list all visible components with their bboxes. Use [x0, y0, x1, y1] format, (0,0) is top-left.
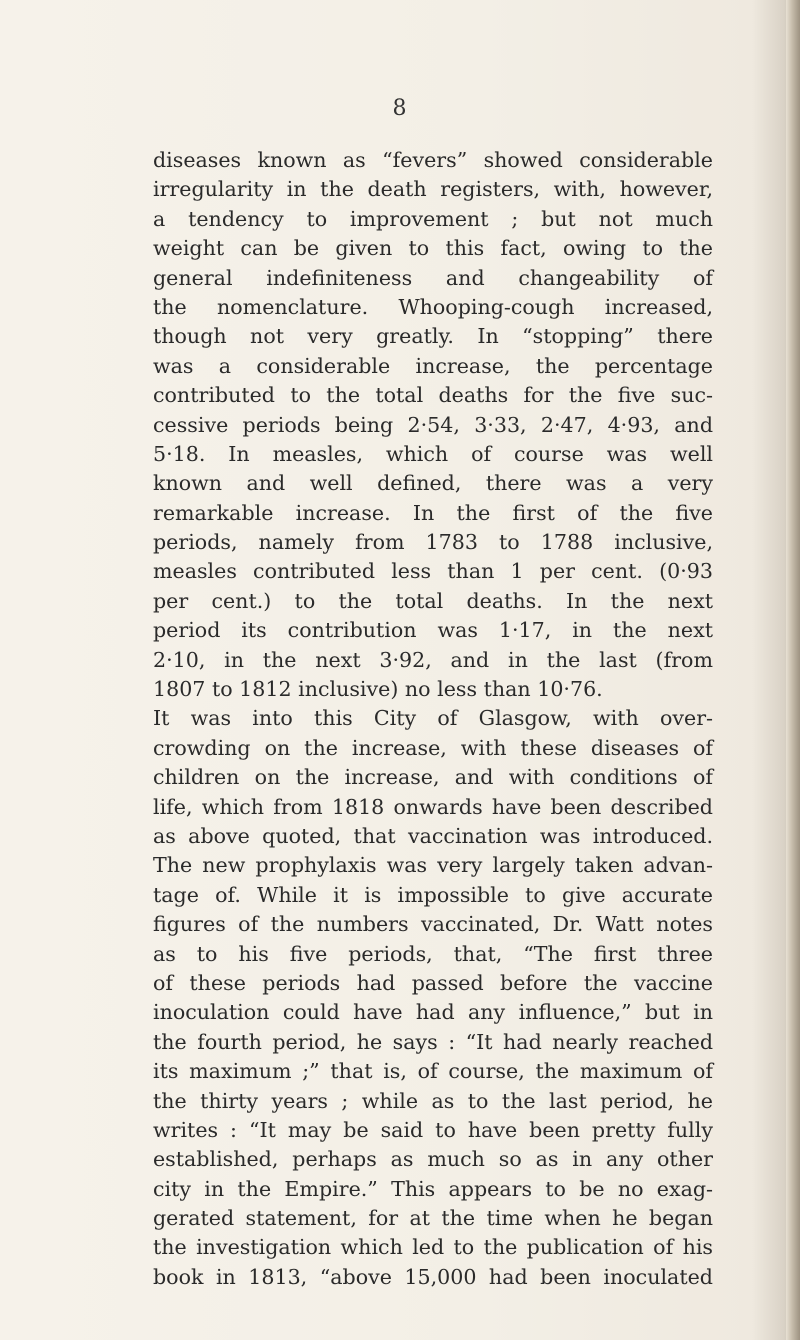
text-line: contributed to the total deaths for the five suc-	[153, 383, 713, 408]
page-number: 8	[392, 96, 408, 121]
text-line: city in the Empire.” This appears to be no exag-	[153, 1176, 713, 1201]
text-line: known and well defined, there was a very	[153, 471, 713, 496]
text-line: figures of the numbers vaccinated, Dr. Watt notes	[153, 912, 713, 937]
body-text	[153, 146, 713, 1292]
text-line: weight can be given to this fact, owing to the	[153, 236, 713, 261]
text-line: the fourth period, he says : “It had nearly reached	[153, 1029, 713, 1054]
text-line: periods, namely from 1783 to 1788 inclusive,	[153, 530, 713, 555]
text-line: as to his five periods, that, “The first three	[153, 941, 713, 966]
text-line: It was into this City of Glasgow, with over-	[153, 706, 713, 731]
text-line: though not very greatly. In “stopping” there	[153, 324, 713, 349]
text-line: 5·18. In measles, which of course was well	[153, 441, 713, 466]
text-line: irregularity in the death registers, with, however,	[153, 177, 713, 202]
text-line: measles contributed less than 1 per cent. (0·93	[153, 559, 713, 584]
text-line: general indefiniteness and changeability of	[153, 265, 713, 290]
text-line: as above quoted, that vaccination was introduced.	[153, 823, 713, 848]
text-line: diseases known as “fevers” showed considerable	[153, 148, 713, 172]
text-line: established, perhaps as much so as in any other	[153, 1147, 713, 1172]
text-line: per cent.) to the total deaths. In the next	[153, 588, 713, 613]
text-line: 1807 to 1812 inclusive) no less than 10·76.	[153, 677, 603, 702]
text-line: period its contribution was 1·17, in the next	[153, 618, 713, 643]
text-line: the nomenclature. Whooping-cough increased,	[153, 294, 713, 319]
text-line: writes : “It may be said to have been pretty fully	[153, 1117, 713, 1142]
text-line: its maximum ;” that is, of course, the maximum of	[153, 1059, 713, 1084]
text-line: cessive periods being 2·54, 3·33, 2·47, 4·93, and	[153, 412, 713, 437]
text-line: was a considerable increase, the percentage	[153, 353, 713, 378]
text-line: book in 1813, “above 15,000 had been inoculated	[153, 1264, 713, 1289]
text-line: gerated statement, for at the time when he began	[153, 1206, 713, 1231]
page-edge-shadow	[786, 0, 800, 1340]
text-line: The new prophylaxis was very largely taken advan-	[153, 853, 713, 878]
text-line: crowding on the increase, with these diseases of	[153, 735, 713, 760]
text-line: remarkable increase. In the first of the five	[153, 500, 713, 525]
text-line: 2·10, in the next 3·92, and in the last (from	[153, 647, 713, 672]
text-line: of these periods had passed before the vaccine	[153, 970, 713, 995]
text-line: inoculation could have had any influence,” but in	[153, 1000, 713, 1025]
text-line: the investigation which led to the publication of his	[153, 1235, 713, 1260]
text-line: children on the increase, and with conditions of	[153, 765, 713, 790]
text-line: life, which from 1818 onwards have been described	[153, 794, 713, 819]
text-line: a tendency to improvement ; but not much	[153, 206, 713, 231]
text-line: tage of. While it is impossible to give accurate	[153, 882, 713, 907]
text-line: the thirty years ; while as to the last period, he	[153, 1088, 713, 1113]
